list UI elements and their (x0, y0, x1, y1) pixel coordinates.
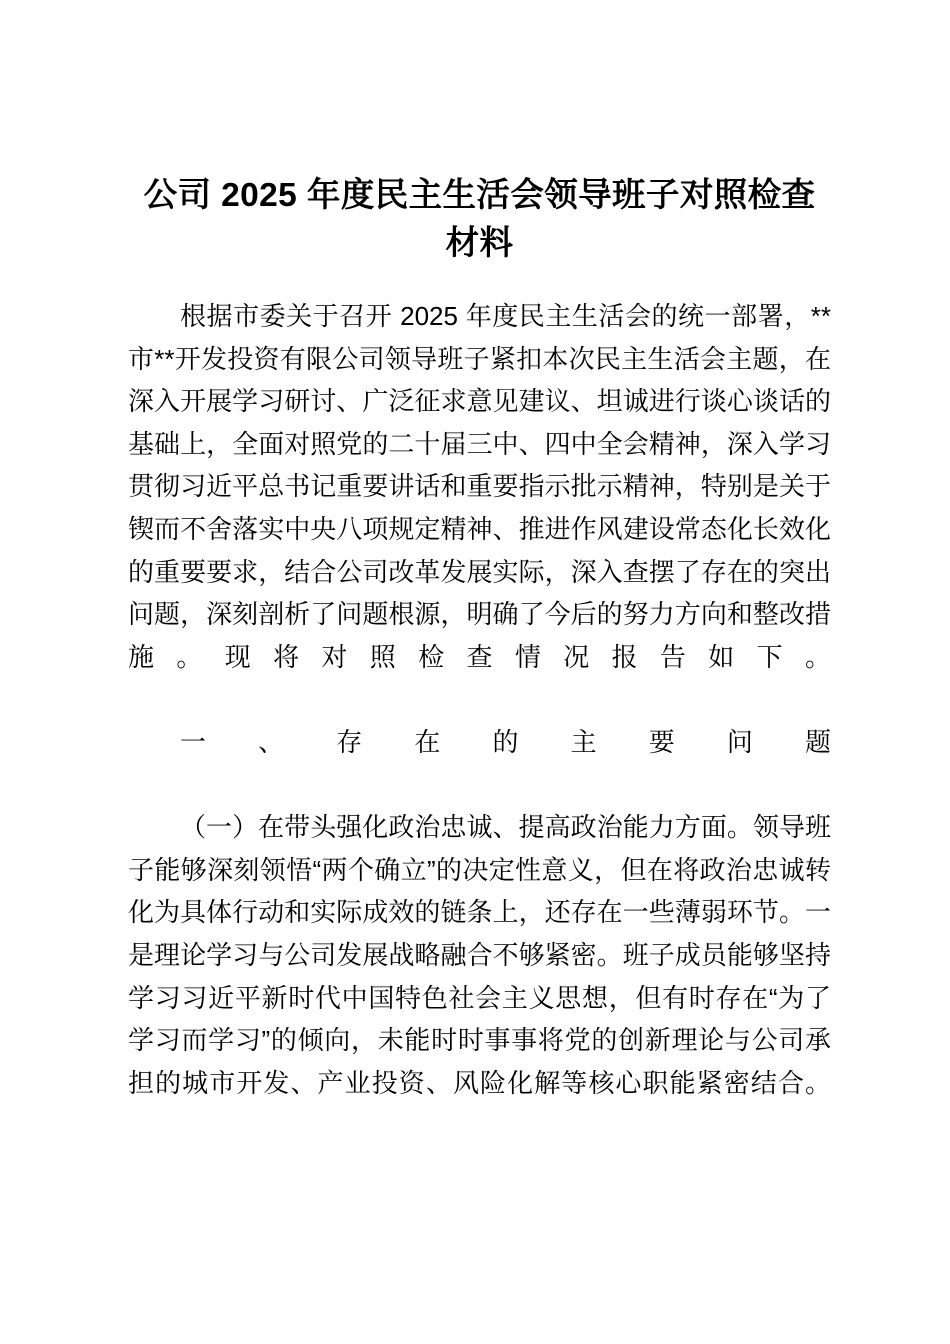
document-title-line-2: 材料 (445, 225, 514, 262)
paragraph-intro: 根据市委关于召开 2025 年度民主生活会的统一部署，**市**开发投资有限公司领导班子紧扣本次民主生活会主题，在深入开展学习研讨、广泛征求意见建议、坦诚进行谈心谈话的基础上，全面对照党的二十届三中、四中全会精神，深入学习贯彻习近平总书记重要讲话和重要指示批示精神，特别是关于锲而不舍落实中央八项规定精神、推进作风建设常态化长效化的重要要求，结合公司改革发展实际，深入查摆了存在的突出问题，深刻剖析了问题根源，明确了今后的努力方向和整改措施。现将对照检查情况报告如下。 (128, 301, 831, 672)
document-text-column (128, 0, 831, 1147)
paragraph-subsection-one-one: （一）在带头强化政治忠诚、提高政治能力方面。领导班子能够深刻领悟“两个确立”的决定性意义，但在将政治忠诚转化为具体行动和实际成效的链条上，还存在一些薄弱环节。一是理论学习与公司发展战略融合不够紧密。班子成员能够坚持学习习近平新时代中国特色社会主义思想，但有时存在“为了学习而学习”的倾向，未能时时事事将党的创新理论与公司承担的城市开发、产业投资、风险化解等核心职能紧密结合。 (128, 812, 831, 1098)
heading-section-one: 一、存在的主要问题 (180, 726, 831, 757)
document-title-line-1: 公司 2025 年度民主生活会领导班子对照检查 (143, 177, 816, 214)
document-title (128, 0, 831, 268)
